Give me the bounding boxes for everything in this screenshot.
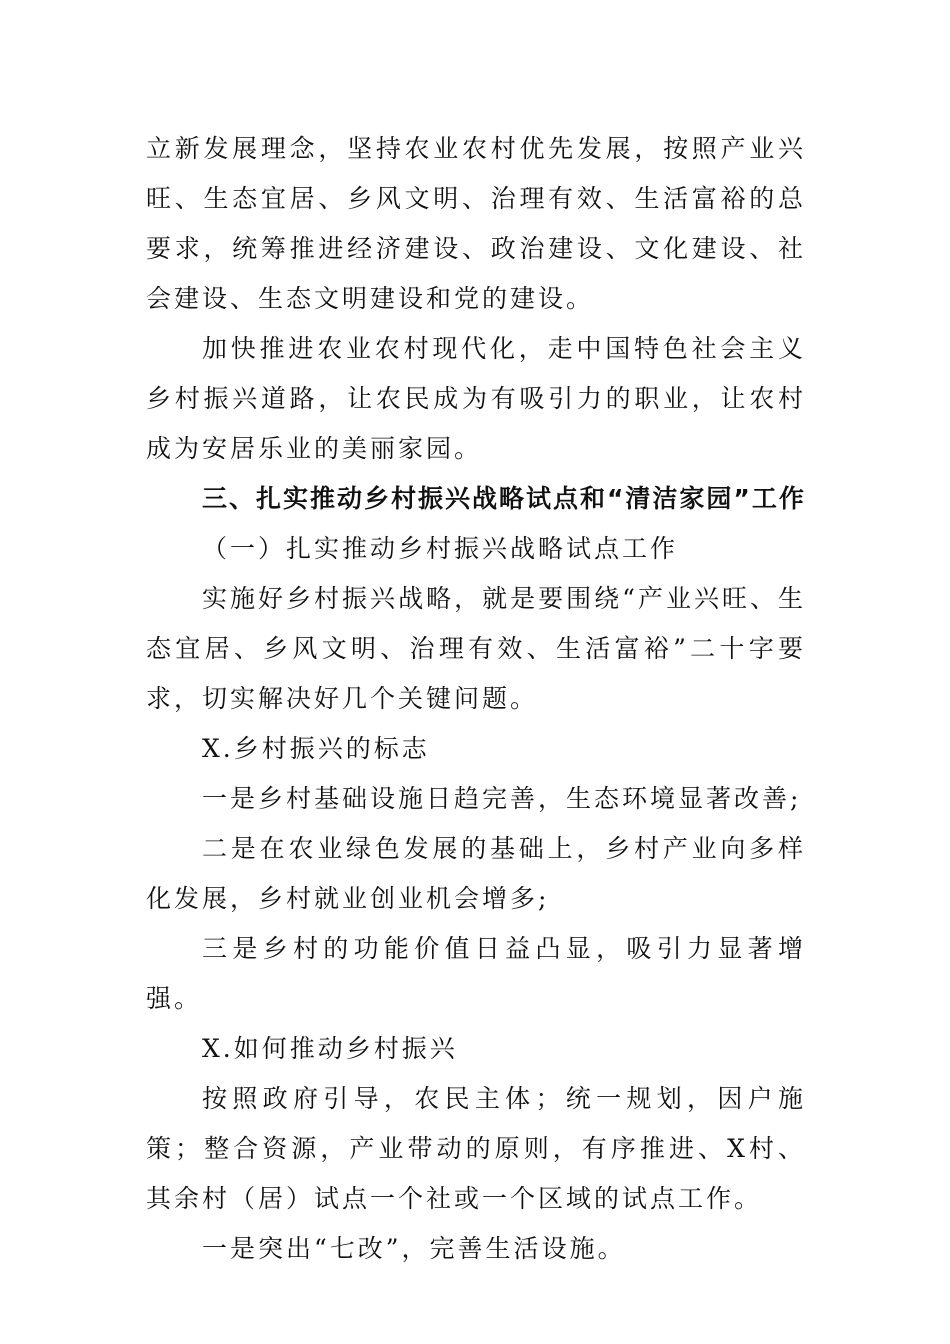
subsection-heading-one: （一）扎实推动乡村振兴战略试点工作: [202, 534, 679, 563]
item-heading-signs: X.乡村振兴的标志: [202, 734, 430, 763]
paragraph-point-two: 二是在农业绿色发展的基础上，乡村产业向多样化发展，乡村就业创业机会增多;: [146, 834, 806, 913]
paragraph-strategy: 实施好乡村振兴战略，就是要围绕“产业兴旺、生态宜居、乡风文明、治理有效、生活富裕”二十字要求，切实解决好几个关键问题。: [146, 584, 806, 713]
item-heading-how: X.如何推动乡村振兴: [202, 1034, 458, 1063]
paragraph-principles: 按照政府引导，农民主体；统一规划，因户施策；整合资源，产业带动的原则，有序推进、X村、其余村（居）试点一个社或一个区域的试点工作。: [146, 1084, 806, 1213]
paragraph-continuation: 立新发展理念，坚持农业农村优先发展，按照产业兴旺、生态宜居、乡风文明、治理有效、生活富裕的总要求，统筹推进经济建设、政治建设、文化建设、社会建设、生态文明建设和党的建设。: [146, 134, 806, 313]
document-body: [146, 124, 806, 1274]
paragraph-point-one: 一是乡村基础设施日趋完善，生态环境显著改善;: [202, 784, 802, 813]
paragraph-modernization: 加快推进农业农村现代化，走中国特色社会主义乡村振兴道路，让农民成为有吸引力的职业，让农村成为安居乐业的美丽家园。: [146, 334, 806, 463]
section-heading-three: 三、扎实推动乡村振兴战略试点和“清洁家园”工作: [202, 484, 806, 513]
paragraph-point-three: 三是乡村的功能价值日益凸显，吸引力显著增强。: [146, 934, 806, 1013]
paragraph-seven-reforms: 一是突出“七改”，完善生活设施。: [202, 1234, 626, 1263]
